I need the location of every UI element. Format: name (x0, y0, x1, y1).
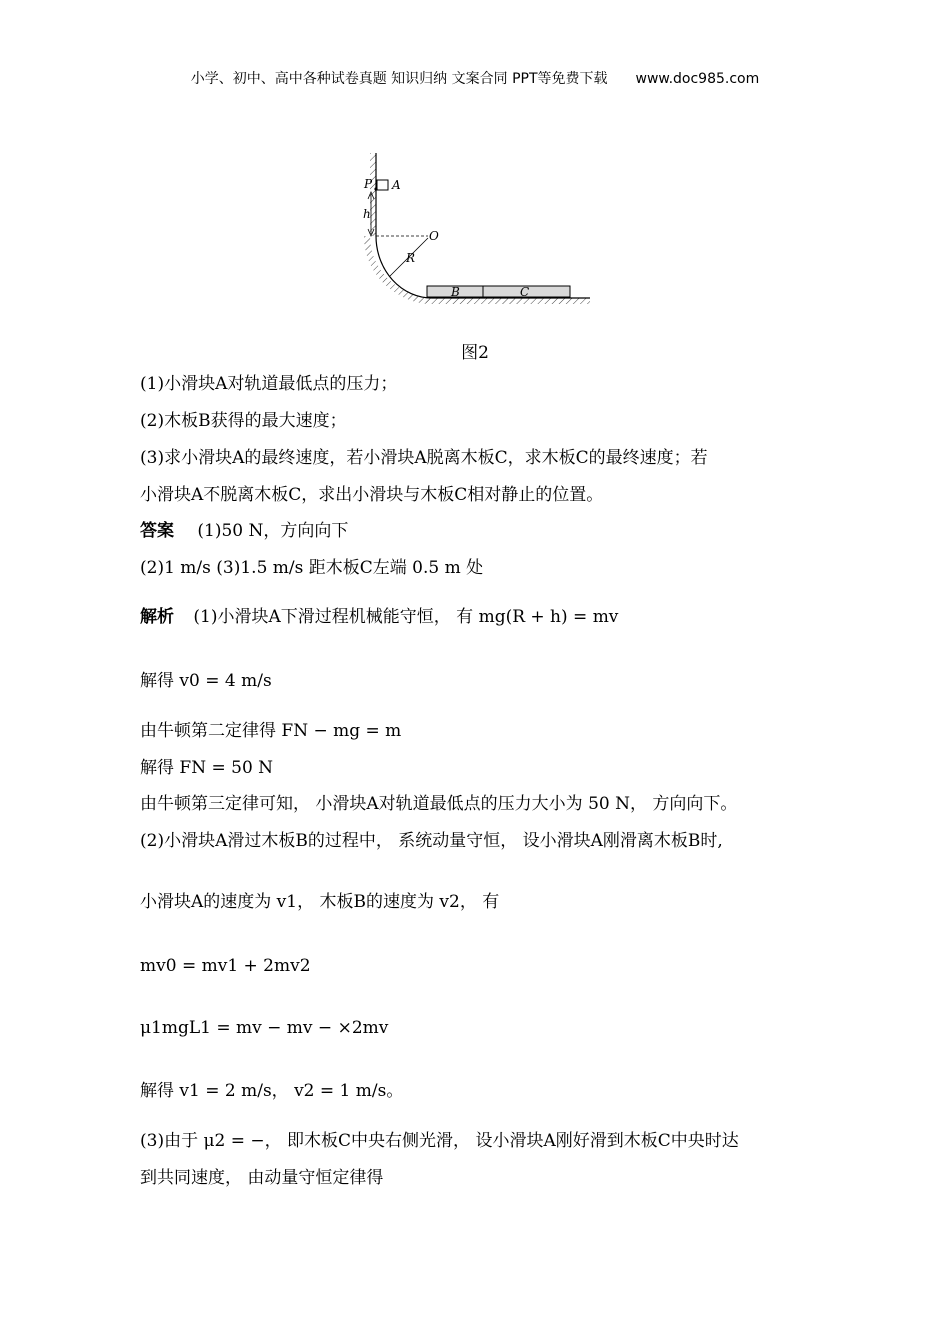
analysis-line-7: 小滑块A的速度为 v1， 木板B的速度为 v2， 有 (140, 892, 500, 912)
analysis-label: 解析 (140, 607, 174, 627)
header-text: 小学、初中、高中各种试卷真题 知识归纳 文案合同 PPT等免费下载 (190, 71, 608, 87)
analysis-text-1: (1)小滑块A下滑过程机械能守恒， 有 mg(R + h) = mv (193, 607, 619, 627)
track (376, 153, 590, 298)
label-p: P (364, 177, 373, 191)
label-h: h (363, 207, 371, 221)
label-o: O (429, 229, 439, 243)
analysis-line-8: mv0 = mv1 + 2mv2 (140, 956, 311, 976)
analysis-line-11: (3)由于 μ2 = −， 即木板C中央右侧光滑， 设小滑块A刚好滑到木板C中央时达 (140, 1131, 739, 1151)
analysis-line-6: (2)小滑块A滑过木板B的过程中， 系统动量守恒， 设小滑块A刚滑离木板B时, (140, 831, 723, 851)
analysis-line-4: 解得 FN = 50 N (140, 758, 274, 778)
label-b: B (451, 285, 460, 299)
header-site: www.doc985.com (635, 71, 760, 87)
figure-caption: 图2 (461, 343, 489, 363)
analysis-line-2: 解得 v0 = 4 m/s (140, 671, 272, 691)
analysis-line-12: 到共同速度， 由动量守恒定律得 (140, 1168, 384, 1188)
analysis-line-9: μ1mgL1 = mv − mv − ×2mv (140, 1018, 389, 1038)
analysis-line-5: 由牛顿第三定律可知， 小滑块A对轨道最低点的压力大小为 50 N， 方向向下。 (140, 794, 738, 814)
label-c: C (520, 285, 530, 299)
question-1: (1)小滑块A对轨道最低点的压力； (140, 374, 398, 394)
label-r: R (406, 251, 416, 265)
physics-figure (0, 0, 950, 330)
answer-text-1: (1)50 N，方向向下 (197, 521, 349, 541)
block-a (377, 180, 388, 190)
answer-line-1 (140, 520, 348, 542)
answer-line-2: (2)1 m/s (3)1.5 m/s 距木板C左端 0.5 m 处 (140, 558, 484, 578)
label-a: A (392, 178, 401, 192)
analysis-line-10: 解得 v1 = 2 m/s， v2 = 1 m/s。 (140, 1081, 404, 1101)
answer-label: 答案 (140, 521, 174, 541)
analysis-line-1 (140, 606, 618, 628)
question-3-line-1: (3)求小滑块A的最终速度，若小滑块A脱离木板C，求木板C的最终速度；若 (140, 448, 708, 468)
question-3-line-2: 小滑块A不脱离木板C，求出小滑块与木板C相对静止的位置。 (140, 485, 604, 505)
point-p (374, 187, 377, 190)
question-2: (2)木板B获得的最大速度； (140, 411, 347, 431)
analysis-line-3: 由牛顿第二定律得 FN − mg = m (140, 721, 402, 741)
curve-hatch (364, 236, 432, 304)
